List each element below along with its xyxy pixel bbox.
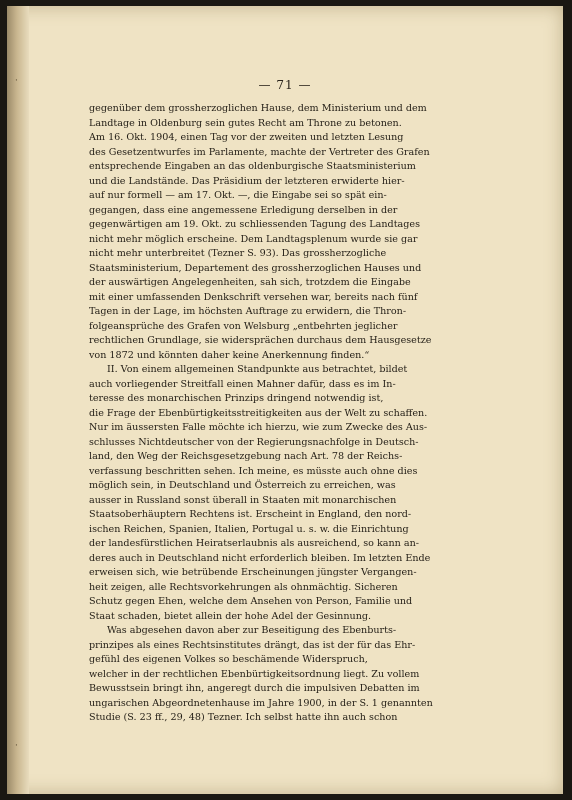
text-line: land, den Weg der Reichsgesetzgebung nach Art. 78 der Reichs- [89, 451, 403, 462]
text-line: möglich sein, in Deutschland und Österreich zu erreichen, was [89, 480, 396, 491]
text-line: teresse des monarchischen Prinzips dringend notwendig ist, [89, 393, 384, 404]
text-line: ausser in Russland sonst überall in Staaten mit monarchischen [89, 494, 397, 506]
text-line: folgeansprüche des Grafen von Welsburg „entbehrten jeglicher [89, 320, 398, 332]
page-number: — 71 — [258, 78, 312, 92]
text-line: nicht mehr möglich erscheine. Dem Landtagsplenum wurde sie gar [89, 233, 418, 245]
text-line: entsprechende Eingaben an das oldenburgische Staatsministerium [89, 161, 416, 172]
text-line: und die Landstände. Das Präsidium der letzteren erwiderte hier- [89, 175, 405, 187]
text-line: Nur im äussersten Falle möchte ich hierzu, wie zum Zwecke des Aus- [89, 422, 428, 433]
text-line: auf nur formell — am 17. Okt. —, die Eingabe sei so spät ein- [89, 190, 387, 201]
text-line: ischen Reichen, Spanien, Italien, Portugal u. s. w. die Einrichtung [89, 523, 409, 535]
text-line: Studie (S. 23 ff., 29, 48) Tezner. Ich selbst hatte ihn auch schon [89, 712, 398, 723]
text-line: mit einer umfassenden Denkschrift versehen war, bereits nach fünf [89, 291, 418, 303]
text-line: gegenüber dem grossherzoglichen Hause, dem Ministerium und dem [89, 103, 427, 114]
text-line: Staat schaden, bietet allein der hohe Adel der Gesinnung. [89, 610, 372, 622]
text-line: nicht mehr unterbreitet (Tezner S. 93). Das grossherzogliche [89, 248, 387, 259]
text-line: deres auch in Deutschland nicht erforderlich bleiben. Im letzten Ende [89, 552, 431, 564]
text-line: der auswärtigen Angelegenheiten, sah sich, trotzdem die Eingabe [89, 277, 411, 288]
text-line: Tagen in der Lage, im höchsten Auftrage zu erwidern, die Thron- [89, 306, 407, 317]
text-line: gegenwärtigen am 19. Okt. zu schliessenden Tagung des Landtages [89, 219, 421, 230]
text-line: gefühl des eigenen Volkes so beschämende Widerspruch, [89, 654, 368, 665]
text-line: gegangen, dass eine angemessene Erledigung derselben in der [89, 204, 398, 216]
text-line: welcher in der rechtlichen Ebenbürtigkeitsordnung liegt. Zu vollem [89, 668, 420, 680]
edge-mark: · [15, 76, 18, 86]
text-line: schlusses Nichtdeutscher von der Regierungsnachfolge in Deutsch- [89, 436, 419, 448]
book-page [7, 6, 563, 794]
text-line: rechtlichen Grundlage, sie widersprächen durchaus dem Hausgesetze [89, 335, 432, 346]
page-gutter [7, 6, 29, 794]
text-line: auch vorliegender Streitfall einen Mahner dafür, dass es im In- [89, 378, 396, 390]
text-line: Was abgesehen davon aber zur Beseitigung des Ebenburts- [107, 625, 397, 636]
text-line: Am 16. Okt. 1904, einen Tag vor der zweiten und letzten Lesung [89, 132, 404, 143]
text-line: die Frage der Ebenbürtigkeitsstreitigkeiten aus der Welt zu schaffen. [89, 407, 428, 419]
text-line: heit zeigen, alle Rechtsvorkehrungen als ohnmächtig. Sicheren [89, 581, 398, 593]
text-line: erweisen sich, wie betrübende Erscheinungen jüngster Vergangen- [89, 567, 417, 578]
edge-mark: · [15, 741, 18, 751]
text-line: ungarischen Abgeordnetenhause im Jahre 1900, in der S. 1 genannten [89, 697, 433, 709]
text-line: Schutz gegen Ehen, welche dem Ansehen von Person, Familie und [89, 596, 413, 607]
text-line: prinzipes als eines Rechtsinstitutes drängt, das ist der für das Ehr- [89, 639, 416, 651]
text-line: Staatsoberhäuptern Rechtens ist. Erscheint in England, den nord- [89, 509, 412, 520]
text-line: des Gesetzentwurfes im Parlamente, machte der Vertreter des Grafen [89, 146, 430, 158]
text-line: Bewusstsein bringt ihn, angeregt durch die impulsiven Debatten im [89, 683, 420, 694]
body-text [89, 102, 474, 726]
text-line: Staatsministerium, Departement des grossherzoglichen Hauses und [89, 262, 422, 274]
text-line: von 1872 und könnten daher keine Anerkennung finden.“ [89, 349, 370, 361]
text-line: II. Von einem allgemeinen Standpunkte aus betrachtet, bildet [107, 364, 408, 375]
text-line: verfassung beschritten sehen. Ich meine, es müsste auch ohne dies [89, 465, 418, 477]
text-line: Landtage in Oldenburg sein gutes Recht am Throne zu betonen. [89, 117, 402, 129]
text-line: der landesfürstlichen Heiratserlaubnis als ausreichend, so kann an- [89, 538, 420, 549]
